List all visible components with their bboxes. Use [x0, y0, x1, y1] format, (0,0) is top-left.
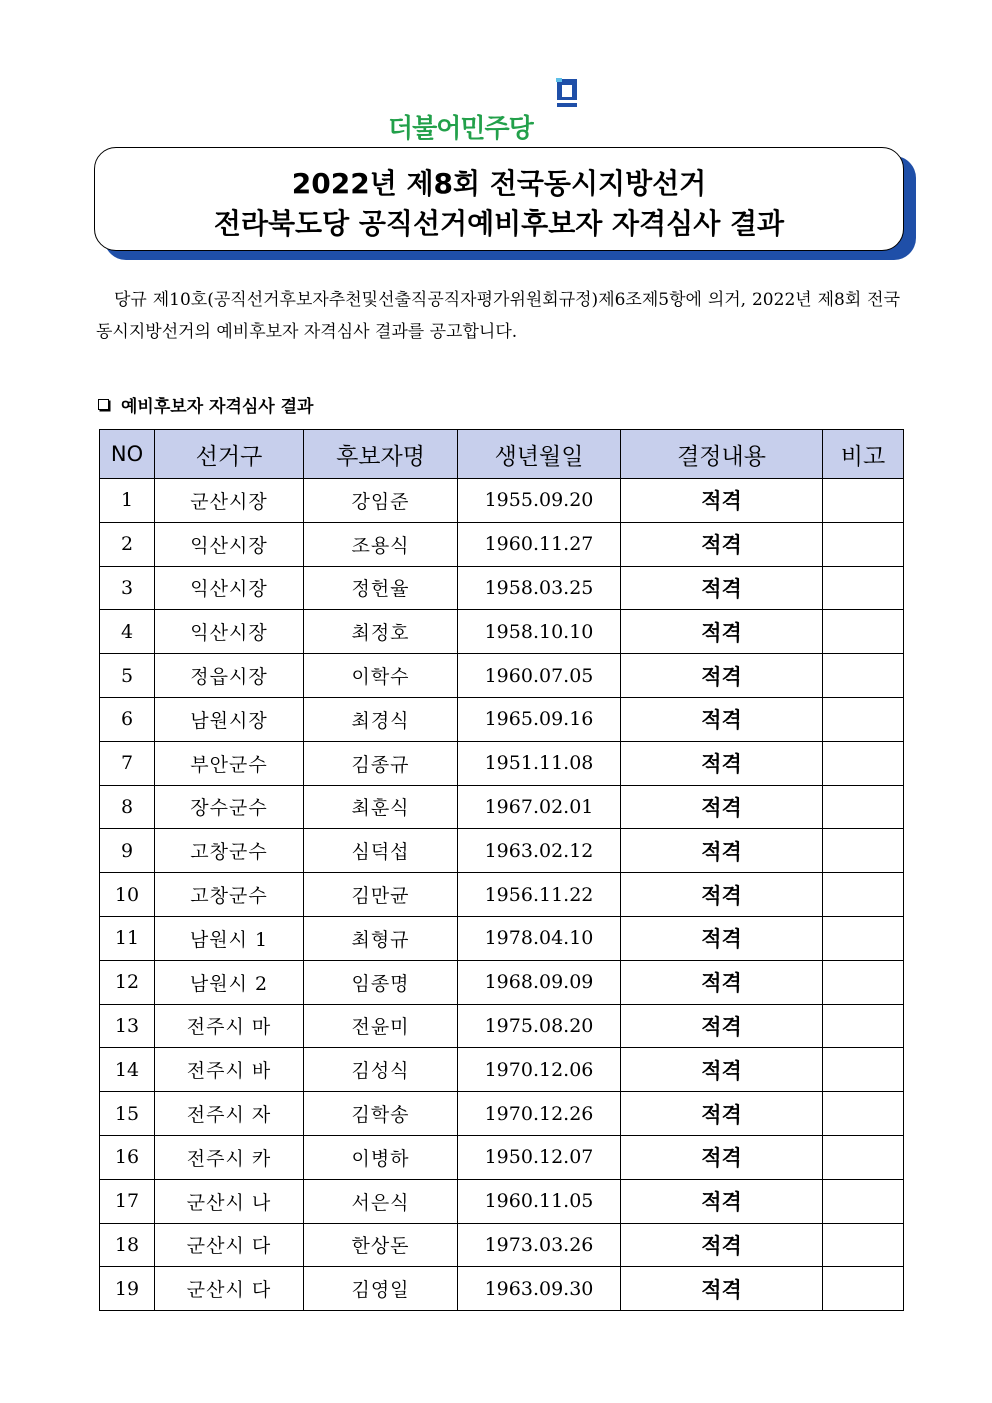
cell-district: 고창군수	[155, 829, 304, 873]
title-line-2: 전라북도당 공직선거예비후보자 자격심사 결과	[213, 207, 785, 240]
cell-district: 군산시 다	[155, 1267, 304, 1311]
cell-birthdate: 1967.02.01	[458, 785, 621, 829]
table-row	[100, 1179, 904, 1223]
section-heading	[98, 392, 313, 417]
cell-no: 6	[100, 697, 155, 741]
table-row	[100, 873, 904, 917]
header-birthdate: 생년월일	[458, 430, 621, 479]
party-logo-icon	[556, 78, 578, 108]
cell-candidate: 최훈식	[304, 785, 458, 829]
cell-district: 익산시장	[155, 566, 304, 610]
header-no: NO	[100, 430, 155, 479]
section-title: 예비후보자 자격심사 결과	[121, 397, 314, 417]
cell-candidate: 심덕섭	[304, 829, 458, 873]
cell-district: 부안군수	[155, 741, 304, 785]
cell-district: 전주시 마	[155, 1004, 304, 1048]
cell-remarks	[823, 566, 904, 610]
cell-remarks	[823, 960, 904, 1004]
cell-district: 정읍시장	[155, 654, 304, 698]
cell-birthdate: 1956.11.22	[458, 873, 621, 917]
cell-remarks	[823, 522, 904, 566]
header-decision: 결정내용	[621, 430, 823, 479]
cell-birthdate: 1960.11.05	[458, 1179, 621, 1223]
cell-decision: 적격	[621, 1267, 823, 1311]
cell-no: 11	[100, 916, 155, 960]
cell-candidate: 정헌율	[304, 566, 458, 610]
cell-decision: 적격	[621, 916, 823, 960]
cell-candidate: 한상돈	[304, 1223, 458, 1267]
cell-remarks	[823, 1179, 904, 1223]
cell-no: 12	[100, 960, 155, 1004]
cell-birthdate: 1978.04.10	[458, 916, 621, 960]
title-line-1: 2022년 제8회 전국동시지방선거	[291, 167, 707, 200]
cell-decision: 적격	[621, 873, 823, 917]
cell-district: 전주시 카	[155, 1135, 304, 1179]
cell-candidate: 김만균	[304, 873, 458, 917]
cell-candidate: 이병하	[304, 1135, 458, 1179]
cell-candidate: 조용식	[304, 522, 458, 566]
cell-decision: 적격	[621, 829, 823, 873]
cell-remarks	[823, 873, 904, 917]
cell-birthdate: 1950.12.07	[458, 1135, 621, 1179]
cell-candidate: 김영일	[304, 1267, 458, 1311]
cell-no: 4	[100, 610, 155, 654]
table-row	[100, 610, 904, 654]
table-row	[100, 1267, 904, 1311]
cell-birthdate: 1973.03.26	[458, 1223, 621, 1267]
header-district: 선거구	[155, 430, 304, 479]
cell-district: 전주시 바	[155, 1048, 304, 1092]
cell-remarks	[823, 1223, 904, 1267]
cell-district: 전주시 자	[155, 1092, 304, 1136]
cell-candidate: 임종명	[304, 960, 458, 1004]
cell-birthdate: 1960.07.05	[458, 654, 621, 698]
cell-remarks	[823, 741, 904, 785]
cell-no: 5	[100, 654, 155, 698]
cell-remarks	[823, 1267, 904, 1311]
cell-district: 고창군수	[155, 873, 304, 917]
header-candidate: 후보자명	[304, 430, 458, 479]
cell-candidate: 이학수	[304, 654, 458, 698]
cell-birthdate: 1958.10.10	[458, 610, 621, 654]
cell-decision: 적격	[621, 1048, 823, 1092]
cell-remarks	[823, 1004, 904, 1048]
cell-no: 9	[100, 829, 155, 873]
cell-remarks	[823, 1092, 904, 1136]
cell-candidate: 최경식	[304, 697, 458, 741]
cell-decision: 적격	[621, 1179, 823, 1223]
cell-no: 7	[100, 741, 155, 785]
table-row	[100, 916, 904, 960]
cell-candidate: 서은식	[304, 1179, 458, 1223]
table-row	[100, 785, 904, 829]
cell-birthdate: 1951.11.08	[458, 741, 621, 785]
title-box	[94, 147, 904, 251]
cell-birthdate: 1970.12.06	[458, 1048, 621, 1092]
table-row	[100, 1048, 904, 1092]
table-row	[100, 479, 904, 523]
cell-no: 16	[100, 1135, 155, 1179]
cell-decision: 적격	[621, 1223, 823, 1267]
cell-decision: 적격	[621, 566, 823, 610]
cell-district: 군산시 나	[155, 1179, 304, 1223]
cell-candidate: 김학송	[304, 1092, 458, 1136]
cell-decision: 적격	[621, 522, 823, 566]
cell-remarks	[823, 785, 904, 829]
cell-no: 18	[100, 1223, 155, 1267]
cell-birthdate: 1970.12.26	[458, 1092, 621, 1136]
table-row	[100, 566, 904, 610]
cell-remarks	[823, 829, 904, 873]
cell-decision: 적격	[621, 654, 823, 698]
cell-remarks	[823, 654, 904, 698]
cell-decision: 적격	[621, 1092, 823, 1136]
table-row	[100, 829, 904, 873]
cell-decision: 적격	[621, 741, 823, 785]
cell-remarks	[823, 610, 904, 654]
cell-no: 1	[100, 479, 155, 523]
cell-decision: 적격	[621, 1135, 823, 1179]
cell-remarks	[823, 697, 904, 741]
cell-no: 2	[100, 522, 155, 566]
party-logo-text: 더불어민주당	[388, 114, 533, 144]
cell-district: 익산시장	[155, 610, 304, 654]
party-logo	[388, 74, 588, 146]
cell-decision: 적격	[621, 1004, 823, 1048]
cell-decision: 적격	[621, 785, 823, 829]
cell-no: 8	[100, 785, 155, 829]
cell-no: 19	[100, 1267, 155, 1311]
cell-no: 10	[100, 873, 155, 917]
cell-decision: 적격	[621, 960, 823, 1004]
cell-district: 남원시 2	[155, 960, 304, 1004]
cell-no: 13	[100, 1004, 155, 1048]
cell-district: 군산시 다	[155, 1223, 304, 1267]
cell-decision: 적격	[621, 479, 823, 523]
cell-remarks	[823, 1135, 904, 1179]
cell-candidate: 최형규	[304, 916, 458, 960]
cell-birthdate: 1963.09.30	[458, 1267, 621, 1311]
cell-candidate: 전윤미	[304, 1004, 458, 1048]
checkbox-bullet-icon	[98, 399, 109, 410]
cell-district: 남원시장	[155, 697, 304, 741]
cell-remarks	[823, 479, 904, 523]
table-row	[100, 1223, 904, 1267]
cell-birthdate: 1975.08.20	[458, 1004, 621, 1048]
cell-remarks	[823, 1048, 904, 1092]
cell-remarks	[823, 916, 904, 960]
cell-district: 군산시장	[155, 479, 304, 523]
cell-candidate: 김종규	[304, 741, 458, 785]
cell-decision: 적격	[621, 610, 823, 654]
cell-decision: 적격	[621, 697, 823, 741]
cell-district: 장수군수	[155, 785, 304, 829]
table-row	[100, 741, 904, 785]
cell-district: 남원시 1	[155, 916, 304, 960]
cell-candidate: 최정호	[304, 610, 458, 654]
cell-birthdate: 1960.11.27	[458, 522, 621, 566]
results-table	[99, 429, 904, 1311]
table-row	[100, 960, 904, 1004]
cell-no: 3	[100, 566, 155, 610]
cell-birthdate: 1963.02.12	[458, 829, 621, 873]
intro-paragraph: 당규 제10호(공직선거후보자추천및선출직공직자평가위원회규정)제6조제5항에 의거, 2022년 제8회 전국동시지방선거의 예비후보자 자격심사 결과를 공고합니다.	[96, 290, 900, 342]
cell-birthdate: 1955.09.20	[458, 479, 621, 523]
cell-birthdate: 1965.09.16	[458, 697, 621, 741]
cell-no: 14	[100, 1048, 155, 1092]
table-row	[100, 1135, 904, 1179]
cell-birthdate: 1968.09.09	[458, 960, 621, 1004]
header-remarks: 비고	[823, 430, 904, 479]
table-row	[100, 1004, 904, 1048]
cell-district: 익산시장	[155, 522, 304, 566]
cell-no: 17	[100, 1179, 155, 1223]
cell-birthdate: 1958.03.25	[458, 566, 621, 610]
cell-no: 15	[100, 1092, 155, 1136]
table-row	[100, 522, 904, 566]
table-row	[100, 654, 904, 698]
cell-candidate: 김성식	[304, 1048, 458, 1092]
table-row	[100, 697, 904, 741]
cell-candidate: 강임준	[304, 479, 458, 523]
table-row	[100, 1092, 904, 1136]
table-header-row	[100, 430, 904, 479]
